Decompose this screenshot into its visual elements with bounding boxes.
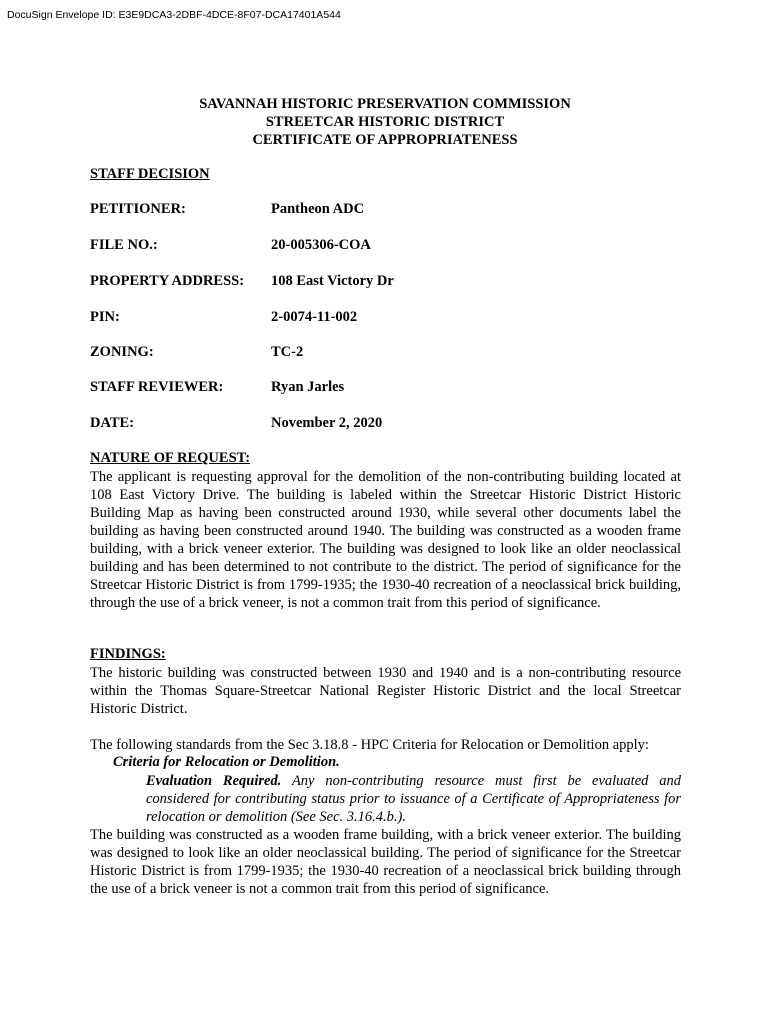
pin-label: PIN:	[90, 309, 120, 325]
docusign-envelope-id: DocuSign Envelope ID: E3E9DCA3-2DBF-4DCE-8F07-DCA17401A544	[7, 9, 341, 21]
staff-decision-heading: STAFF DECISION	[90, 166, 210, 182]
pin-value: 2-0074-11-002	[271, 309, 358, 325]
zoning-label: ZONING:	[90, 344, 154, 360]
nature-of-request-text: The applicant is requesting approval for the demolition of the non-contributing building located at 108 East Victory Drive. The building is labeled within the Streetcar Historic District Historic Building Map as having been constructed around 1930, while several other documents label the building as having been constructed around 1940. The building was constructed as a wooden frame building, with a brick veneer exterior. The building was designed to look like an older neoclassical building and has been determined to not contribute to the district. The period of significance for the Streetcar Historic District is from 1799-1935; the 1930-40 recreation of a neoclassical brick building, through the use of a brick veneer, is not a common trait from this period of significance.	[90, 469, 681, 611]
header-commission: SAVANNAH HISTORIC PRESERVATION COMMISSION	[199, 96, 571, 112]
evaluation-text: Any non-contributing resource must first be evaluated and considered for contributing status prior to issuance of a Certificate of Appropriateness for relocation or demolition (See Sec. 3.16.4.b.).	[146, 773, 681, 825]
criteria-heading: Criteria for Relocation or Demolition.	[113, 754, 340, 770]
property-address-label: PROPERTY ADDRESS:	[90, 273, 245, 289]
standards-intro: The following standards from the Sec 3.18.8 - HPC Criteria for Relocation or Demolition apply:	[90, 737, 649, 753]
zoning-value: TC-2	[271, 344, 304, 360]
file-no-value: 20-005306-COA	[271, 237, 371, 253]
petitioner-label: PETITIONER:	[90, 201, 186, 217]
property-address-value: 108 East Victory Dr	[271, 273, 394, 289]
staff-reviewer-value: Ryan Jarles	[271, 379, 345, 395]
nature-of-request-heading: NATURE OF REQUEST:	[90, 450, 251, 466]
date-label: DATE:	[90, 415, 135, 431]
findings-heading: FINDINGS:	[90, 646, 166, 662]
findings-text: The historic building was constructed between 1930 and 1940 and is a non-contributing resource within the Thomas Square-Streetcar National Register Historic District and the local Streetcar Historic District.	[90, 665, 681, 717]
date-value: November 2, 2020	[271, 415, 383, 431]
petitioner-value: Pantheon ADC	[271, 201, 365, 217]
file-no-label: FILE NO.:	[90, 237, 158, 253]
conclusion-text: The building was constructed as a wooden frame building, with a brick veneer exterior. The building was designed to look like an older neoclassical building. The period of significance for the Streetcar Historic District is from 1799-1935; the 1930-40 recreation of a neoclassical brick building through the use of a brick veneer is not a common trait from this period of significance.	[90, 827, 681, 897]
header-certificate: CERTIFICATE OF APPROPRIATENESS	[252, 132, 518, 148]
document-header	[0, 95, 770, 149]
evaluation-title: Evaluation Required.	[146, 773, 282, 789]
staff-reviewer-label: STAFF REVIEWER:	[90, 379, 224, 395]
header-district: STREETCAR HISTORIC DISTRICT	[265, 114, 505, 130]
evaluation-block	[146, 772, 681, 826]
